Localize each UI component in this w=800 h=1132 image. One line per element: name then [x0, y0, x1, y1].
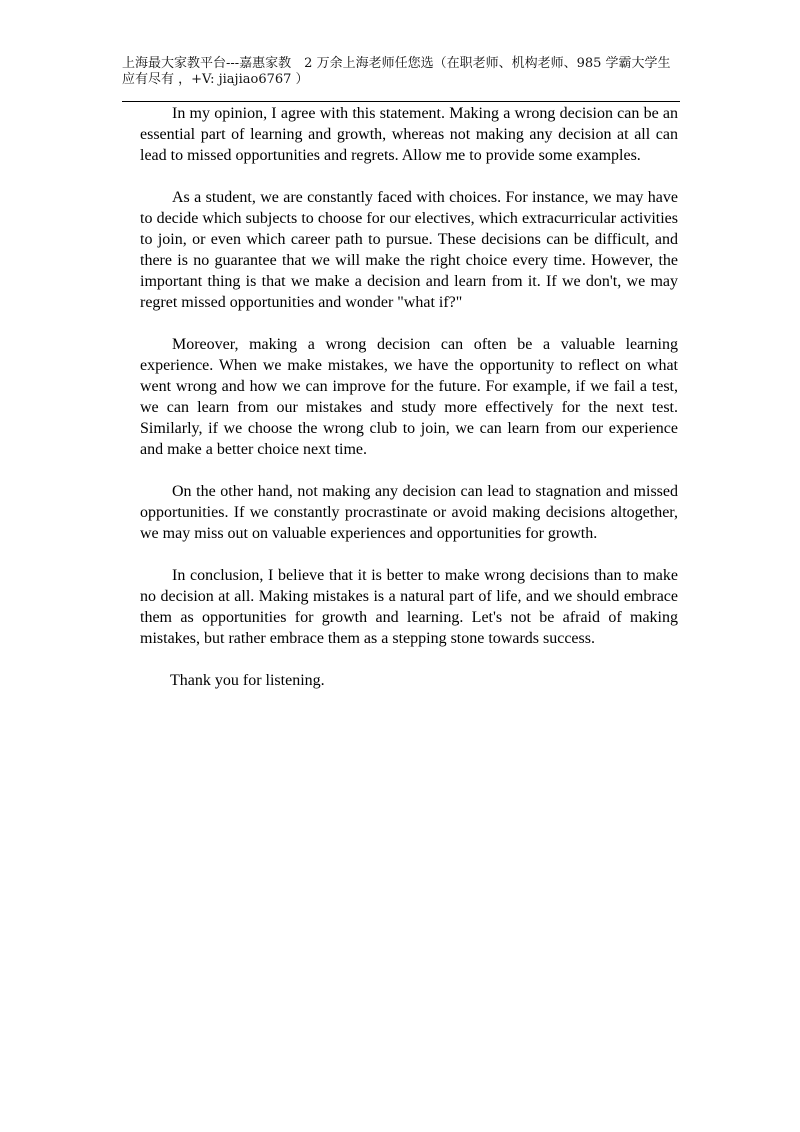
- paragraph-opinion: In my opinion, I agree with this statement. Making a wrong decision can be an essential part of learning and growth, whereas not making any decision at all can lead to missed opportunities and regrets. Allow me to provide some examples.: [140, 105, 678, 164]
- paragraph-student-choices: As a student, we are constantly faced with choices. For instance, we may have to decide which subjects to choose for our electives, which extracurricular activities to join, or even which career path to pursue. These decisions can be difficult, and there is no guarantee that we will make the right choice every time. However, the important thing is that we make a decision and learn from it. If we don't, we may regret missed opportunities and wonder "what if?": [140, 189, 678, 311]
- paragraph-learning-experience: Moreover, making a wrong decision can often be a valuable learning experience. When we make mistakes, we have the opportunity to reflect on what went wrong and how we can improve for the future. For example, if we fail a test, we can learn from our mistakes and study more effectively for the next test. Similarly, if we choose the wrong club to join, we can learn from our experience and make a better choice next time.: [140, 336, 678, 458]
- document-body: [140, 103, 678, 712]
- paragraph-conclusion: In conclusion, I believe that it is better to make wrong decisions than to make no decision at all. Making mistakes is a natural part of life, and we should embrace them as opportunities for growth and learning. Let's not be afraid of making mistakes, but rather embrace them as a stepping stone towards success.: [140, 567, 678, 647]
- header-divider: [122, 101, 680, 102]
- paragraph-thanks: Thank you for listening.: [170, 672, 325, 689]
- page-header: 上海最大家教平台---嘉惠家教 2 万余上海老师任您选（在职老师、机构老师、985 学霸大学生应有尽有 ，+V: jiajiao6767 ）: [122, 56, 671, 87]
- paragraph-stagnation: On the other hand, not making any decision can lead to stagnation and missed opportunities. If we constantly procrastinate or avoid making decisions altogether, we may miss out on valuable experiences and opportunities for growth.: [140, 483, 678, 542]
